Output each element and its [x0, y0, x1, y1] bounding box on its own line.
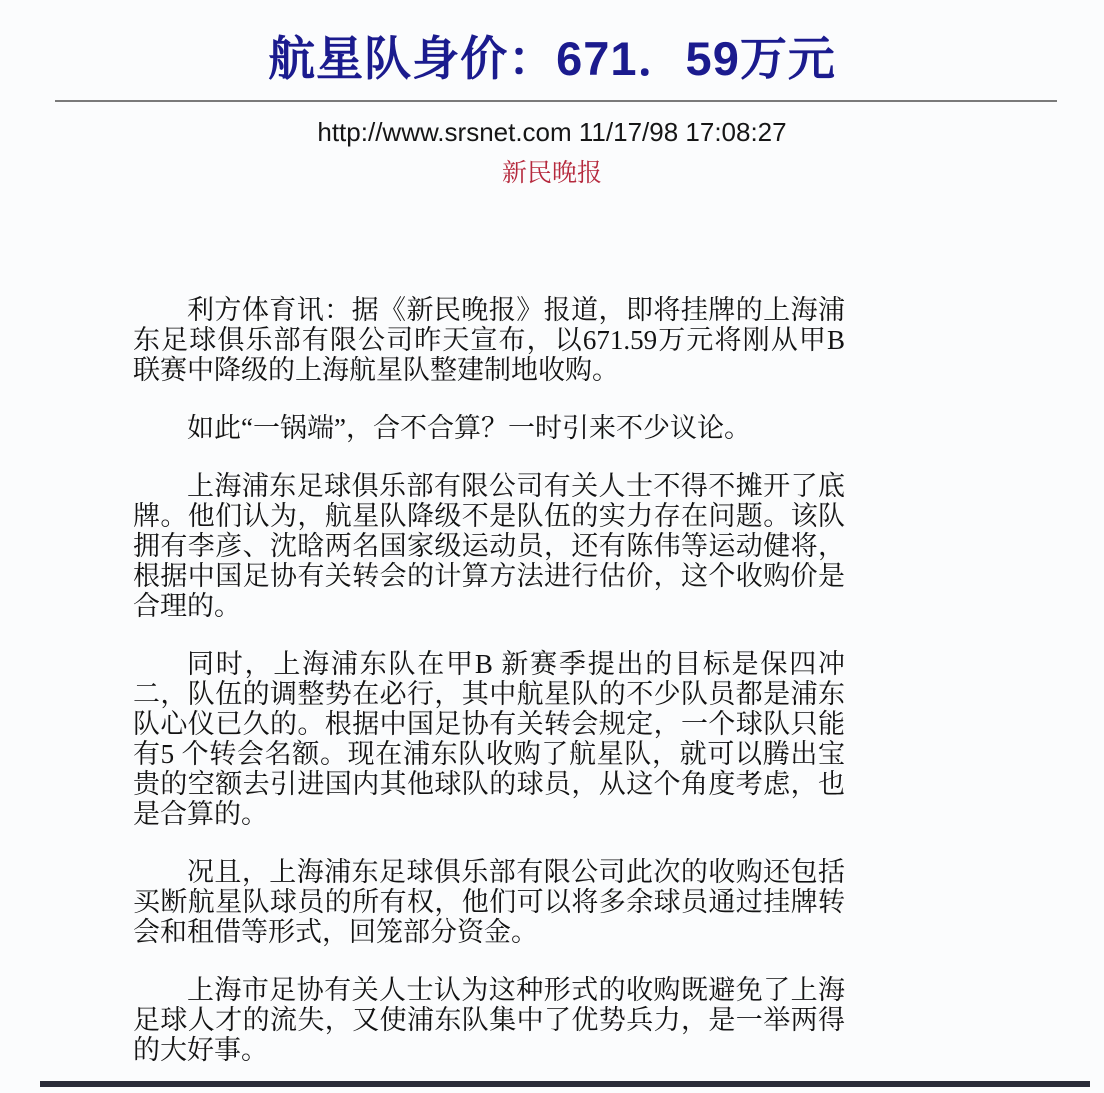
paragraph: 同时，上海浦东队在甲B 新赛季提出的目标是保四冲二，队伍的调整势在必行，其中航星队的不少队员都是浦东队心仪已久的。根据中国足协有关转会规定，一个球队只能有5 个转会名额。现在浦东队收购了航星队，就可以腾出宝贵的空额去引进国内其他球队的球员，从这个角度考虑，也是合算的。: [133, 649, 845, 829]
source-row: [0, 153, 1104, 189]
page-title: 航星队身价：671．59万元: [268, 32, 836, 85]
article-body: [133, 295, 845, 1093]
paragraph: 上海市足协有关人士认为这种形式的收购既避免了上海足球人才的流失，又使浦东队集中了优势兵力，是一举两得的大好事。: [133, 975, 845, 1065]
paragraph: 上海浦东足球俱乐部有限公司有关人士不得不摊开了底牌。他们认为，航星队降级不是队伍的实力存在问题。该队拥有李彦、沈晗两名国家级运动员，还有陈伟等运动健将，根据中国足协有关转会的计算方法进行估价，这个收购价是合理的。: [133, 471, 845, 621]
header-divider: [55, 100, 1057, 102]
url-timestamp: http://www.srsnet.com 11/17/98 17:08:27: [317, 117, 787, 147]
paragraph: 况且，上海浦东足球俱乐部有限公司此次的收购还包括买断航星队球员的所有权，他们可以将多余球员通过挂牌转会和租借等形式，回笼部分资金。: [133, 857, 845, 947]
paragraph: 利方体育讯：据《新民晚报》报道，即将挂牌的上海浦东足球俱乐部有限公司昨天宣布，以671.59万元将刚从甲B联赛中降级的上海航星队整建制地收购。: [133, 295, 845, 385]
source-link[interactable]: 新民晚报: [501, 160, 602, 187]
paragraph: 如此“一锅端”，合不合算？一时引来不少议论。: [187, 413, 751, 443]
bottom-divider: [40, 1081, 1090, 1087]
